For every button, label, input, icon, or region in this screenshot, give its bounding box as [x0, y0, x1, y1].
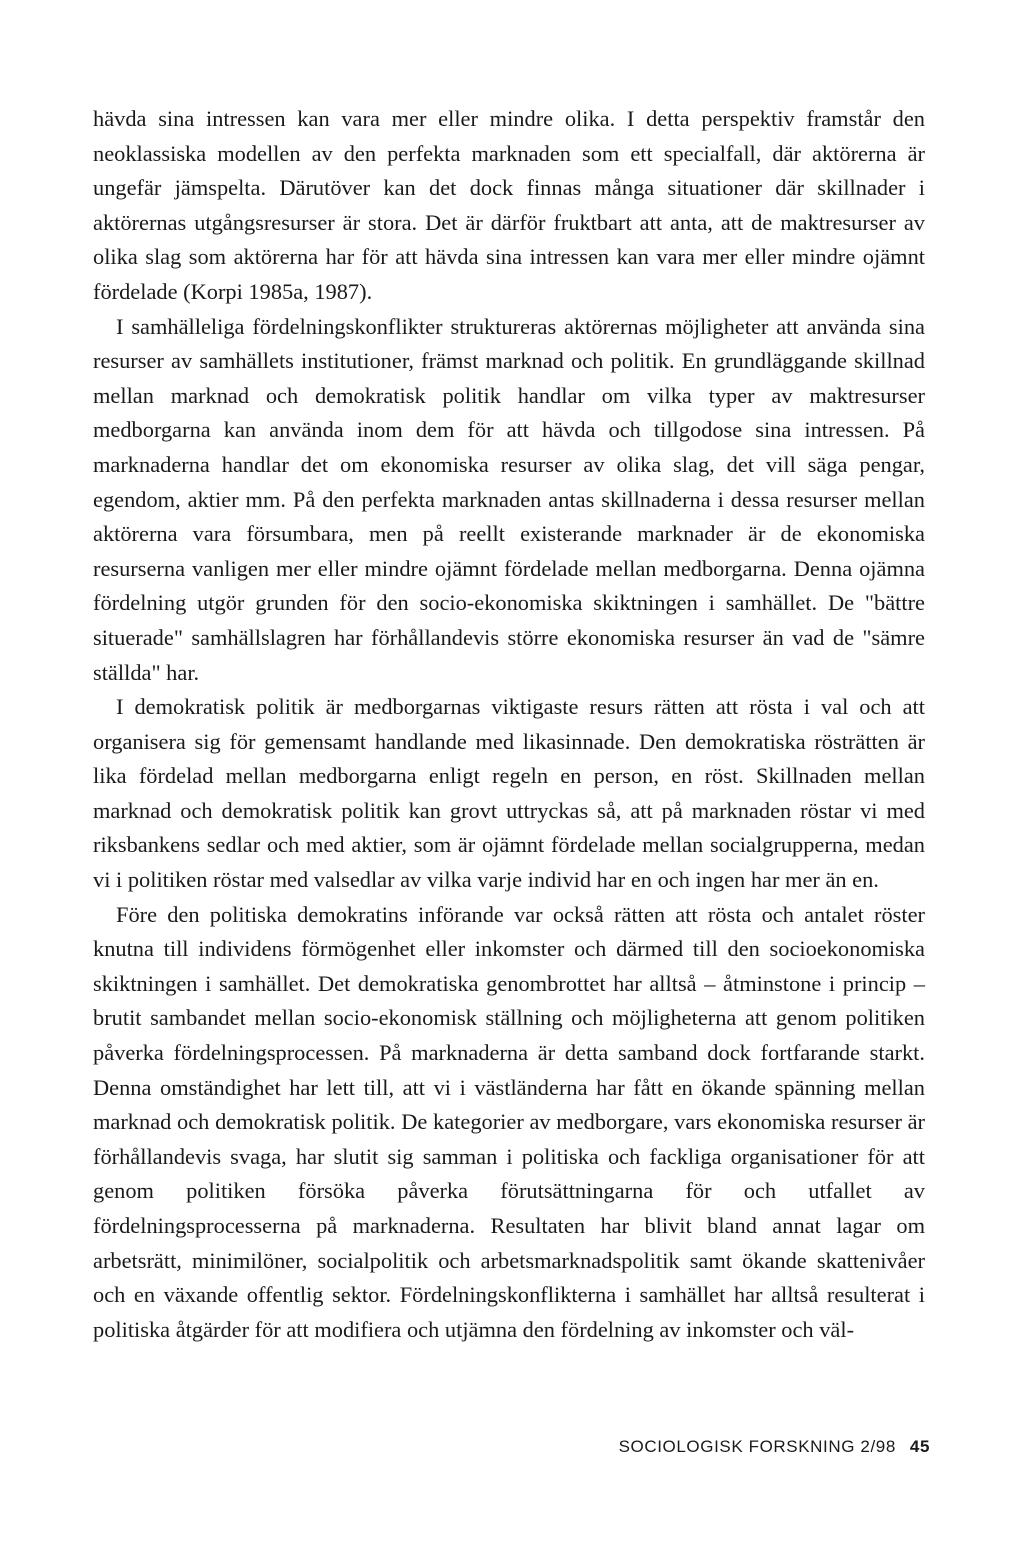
- paragraph: I demokratisk politik är medborgarnas viktigaste resurs rätten att rösta i val och att organisera sig för gemensamt handlande med likasinnade. Den demokratiska rösträtten är lika fördelad mellan medborgarna enligt regeln en person, en röst. Skillnaden mellan marknad och demokratisk politik kan grovt uttryckas så, att på marknaden röstar vi med riksbankens sedlar och med aktier, som är ojämnt fördelade mellan socialgrupperna, medan vi i politiken röstar med valsedlar av vilka varje individ har en och ingen har mer än en.: [93, 694, 925, 893]
- journal-title: SOCIOLOGISK FORSKNING 2/98: [618, 1437, 896, 1456]
- page-number: 45: [909, 1437, 930, 1456]
- paragraph: I samhälleliga fördelningskonflikter struktureras aktörernas möjligheter att använda sina resurser av samhällets institutioner, främst marknad och politik. En grundläggande skillnad mellan marknad och demokratisk politik handlar om vilka typer av maktresurser medborgarna kan använda inom dem för att hävda och tillgodose sina intressen. På marknaderna handlar det om ekonomiska resurser av olika slag, det vill säga pengar, egendom, aktier mm. På den perfekta marknaden antas skillnaderna i dessa resurser mellan aktörerna vara försumbara, men på reellt existerande marknader är de ekonomiska resurserna vanligen mer eller mindre ojämnt fördelade mellan medborgarna. Denna ojämna fördelning utgör grunden för den socio-ekonomiska skiktningen i samhället. De "bättre situerade" samhällslagren har förhållandevis större ekonomiska resurser än vad de "sämre ställda" har.: [93, 313, 925, 685]
- paragraph-continuation: hävda sina intressen kan vara mer eller mindre olika. I detta perspektiv framstår den neoklassiska modellen av den perfekta marknaden som ett specialfall, där aktörerna är ungefär jämspelta. Därutöver kan det dock finnas många situationer där skillnader i aktörernas utgångsresurser är stora. Det är därför fruktbart att anta, att de maktresurser av olika slag som aktörerna har för att hävda sina intressen kan vara mer eller mindre ojämnt fördelade (Korpi 1985a, 1987).: [93, 106, 925, 304]
- body-text: [93, 102, 925, 1347]
- running-footer: [590, 1437, 930, 1467]
- paragraph: Före den politiska demokratins införande var också rätten att rösta och antalet röster knutna till individens förmögenhet eller inkomster och därmed till den socioekonomiska skiktningen i samhället. Det demokratiska genombrottet har alltså – åtminstone i princip – brutit sambandet mellan socio-ekonomisk ställning och möjligheterna att genom politiken påverka fördelningsprocessen. På marknaderna är detta samband dock fortfarande starkt. Denna omständighet har lett till, att vi i västländerna har fått en ökande spänning mellan marknad och demokratisk politik. De kategorier av medborgare, vars ekonomiska resurser är förhållandevis svaga, har slutit sig samman i politiska och fackliga organisationer för att genom politiken försöka påverka förutsättningarna för och utfallet av fördelningsprocesserna på marknaderna. Resultaten har blivit bland annat lagar om arbetsrätt, minimilöner, socialpolitik och arbetsmarknadspolitik samt ökande skattenivåer och en växande offentlig sektor. Fördelningskonflikterna i samhället har alltså resulterat i politiska åtgärder för att modifiera och utjämna den fördelning av inkomster och väl-: [93, 901, 925, 1342]
